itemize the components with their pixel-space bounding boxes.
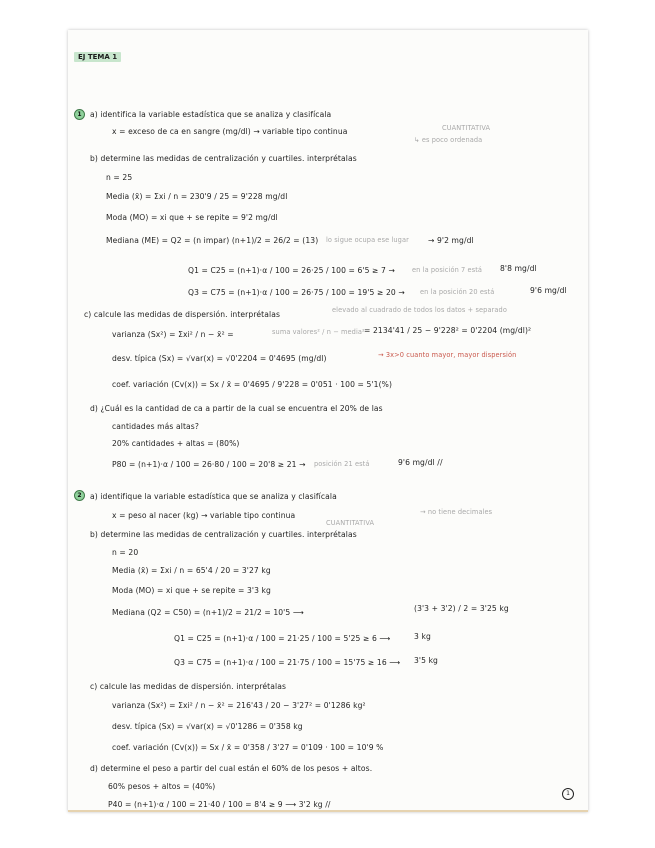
- ex1-question-c: c) calcule las medidas de dispersión. interprétalas: [84, 310, 280, 319]
- ex2-n: n = 20: [112, 548, 139, 557]
- ex1-n: n = 25: [106, 173, 133, 182]
- ex1-media: Media (x̄) = Σxi / n = 230'9 / 25 = 9'228 mg/dl: [106, 192, 288, 201]
- ex1-moda: Moda (MO) = xi que + se repite = 9'2 mg/dl: [106, 213, 278, 222]
- ex2-coef-variacion: coef. variación (Cv(x)) = Sx / x̄ = 0'358 / 3'27 = 0'109 · 100 = 10'9 %: [112, 743, 384, 752]
- ex2-media: Media (x̄) = Σxi / n = 65'4 / 20 = 3'27 kg: [112, 566, 271, 575]
- ex1-coef-variacion: coef. variación (Cv(x)) = Sx / x̄ = 0'4695 / 9'228 = 0'051 · 100 = 5'1(%): [112, 380, 393, 389]
- ex2-variable: x = peso al nacer (kg) → variable tipo continua: [112, 511, 296, 520]
- ex1-question-b: b) determine las medidas de centralización y cuartiles. interprétalas: [90, 154, 357, 163]
- ex2-variable-note: → no tiene decimales: [420, 508, 493, 516]
- ex1-variable-note: CUANTITATIVA: [442, 124, 491, 132]
- ex1-mediana: Mediana (ME) = Q2 = (n impar) (n+1)/2 = 26/2 = (13): [106, 236, 319, 245]
- notebook-page: [68, 30, 588, 812]
- ex1-d-percent: 20% cantidades + altas = (80%): [112, 439, 240, 448]
- ex1-varianza-note: suma valores² / n − media²: [272, 328, 365, 336]
- ex2-moda: Moda (MO) = xi que + se repite = 3'3 kg: [112, 586, 271, 595]
- ex2-varianza: varianza (Sx²) = Σxi² / n − x̄² = 216'43 / 20 − 3'27² = 0'1286 kg²: [112, 701, 366, 710]
- ex2-q3: Q3 = C75 = (n+1)·α / 100 = 21·75 / 100 = 15'75 ≥ 16 ⟶: [174, 658, 401, 667]
- ex1-question-d: d) ¿Cuál es la cantidad de ca a partir de la cual se encuentra el 20% de las: [90, 404, 383, 413]
- ex2-variable-note2: CUANTITATIVA: [326, 519, 375, 527]
- ex1-c-note: elevado al cuadrado de todos los datos + separado: [332, 306, 507, 314]
- ex1-mediana-result: → 9'2 mg/dl: [428, 236, 474, 245]
- ex1-q3-note: en la posición 20 está: [420, 288, 495, 296]
- ex1-variable: x = exceso de ca en sangre (mg/dl) → variable tipo continua: [112, 127, 348, 136]
- ex1-variable-note2: ↳ es poco ordenada: [414, 136, 483, 144]
- ex2-d-percent: 60% pesos + altos = (40%): [108, 782, 216, 791]
- ex1-q3-result: 9'6 mg/dl: [530, 286, 567, 295]
- ex1-q1-result: 8'8 mg/dl: [500, 264, 537, 273]
- exercise-number-badge: 1: [74, 109, 85, 120]
- ex1-desv-note: → 3x>0 cuanto mayor, mayor dispersión: [378, 351, 517, 359]
- section-tag: EJ TEMA 1: [74, 52, 121, 62]
- ex2-q1: Q1 = C25 = (n+1)·α / 100 = 21·25 / 100 = 5'25 ≥ 6 ⟶: [174, 634, 391, 643]
- ex1-question-d-cont: cantidades más altas?: [112, 422, 199, 431]
- ex1-p80: P80 = (n+1)·α / 100 = 26·80 / 100 = 20'8 ≥ 21 →: [112, 460, 306, 469]
- page-number: 1: [562, 788, 574, 800]
- ex2-q1-result: 3 kg: [414, 632, 431, 641]
- ex1-d-result: 9'6 mg/dl //: [398, 458, 443, 467]
- ex1-varianza: varianza (Sx²) = Σxi² / n − x̄² =: [112, 330, 234, 339]
- ex2-question-b: b) determine las medidas de centralización y cuartiles. interprétalas: [90, 530, 357, 539]
- ex2-p40: P40 = (n+1)·α / 100 = 21·40 / 100 = 8'4 ≥ 9 ⟶ 3'2 kg //: [108, 800, 331, 809]
- ex1-q3: Q3 = C75 = (n+1)·α / 100 = 26·75 / 100 = 19'5 ≥ 20 →: [188, 288, 405, 297]
- ex1-p80-note: posición 21 está: [314, 460, 370, 468]
- ex2-q3-result: 3'5 kg: [414, 656, 438, 665]
- ex1-mediana-note: lo sigue ocupa ese lugar: [326, 236, 409, 244]
- ex1-desv-tipica: desv. típica (Sx) = √var(x) = √0'2204 = 0'4695 (mg/dl): [112, 354, 327, 363]
- ex2-question-d: d) determine el peso a partir del cual están el 60% de los pesos + altos.: [90, 764, 373, 773]
- ex1-q1: Q1 = C25 = (n+1)·α / 100 = 26·25 / 100 = 6'5 ≥ 7 →: [188, 266, 395, 275]
- ex2-question-c: c) calcule las medidas de dispersión. interprétalas: [90, 682, 286, 691]
- exercise-number-badge: 2: [74, 490, 85, 501]
- ex2-question-a: a) identifique la variable estadística que se analiza y clasifícala: [90, 492, 337, 501]
- ex1-question-a: a) identifica la variable estadística que se analiza y clasifícala: [90, 110, 332, 119]
- ex2-mediana-result: (3'3 + 3'2) / 2 = 3'25 kg: [414, 604, 509, 613]
- ex2-mediana: Mediana (Q2 = C50) = (n+1)/2 = 21/2 = 10'5 ⟶: [112, 608, 304, 617]
- ex1-varianza-result: = 2134'41 / 25 − 9'228² = 0'2204 (mg/dl)²: [364, 326, 532, 335]
- ex1-q1-note: en la posición 7 está: [412, 266, 483, 274]
- ex2-desv-tipica: desv. típica (Sx) = √var(x) = √0'1286 = 0'358 kg: [112, 722, 303, 731]
